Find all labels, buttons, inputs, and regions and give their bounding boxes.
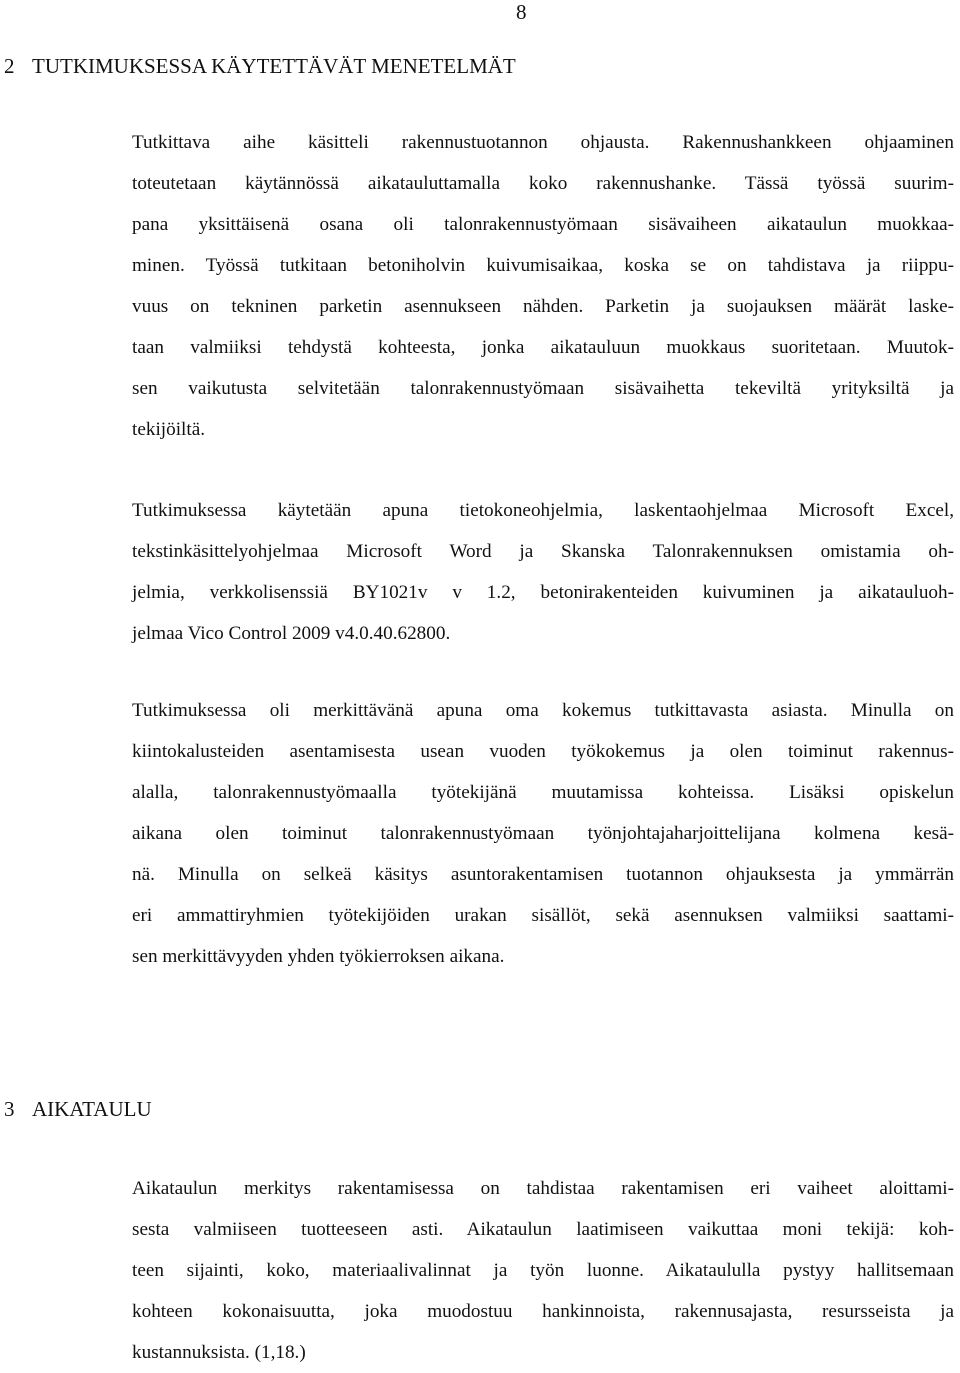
section-heading-2 xyxy=(4,53,516,79)
text-line: teen sijainti, koko, materiaalivalinnat ja työn luonne. Aikataululla pystyy hallitsemaan xyxy=(132,1260,954,1281)
text-line: kohteen kokonaisuutta, joka muodostuu hankinnoista, rakennusajasta, resursseista ja xyxy=(132,1301,954,1322)
text-line: sen vaikutusta selvitetään talonrakennustyömaan sisävaihetta tekeviltä yrityksiltä ja xyxy=(132,378,954,399)
section-title: TUTKIMUKSESSA KÄYTETTÄVÄT MENETELMÄT xyxy=(32,54,516,78)
page-number: 8 xyxy=(516,0,527,24)
text-line: eri ammattiryhmien työtekijöiden urakan sisällöt, sekä asennuksen valmiiksi saattami- xyxy=(132,905,954,926)
text-line: toteutetaan käytännössä aikatauluttamalla koko rakennushanke. Tässä työssä suurim- xyxy=(132,173,954,194)
text-line: Tutkittava aihe käsitteli rakennustuotannon ohjausta. Rakennushankkeen ohjaaminen xyxy=(132,132,954,153)
text-line: Aikataulun merkitys rakentamisessa on tahdistaa rakentamisen eri vaiheet aloittami- xyxy=(132,1178,954,1199)
text-line: pana yksittäisenä osana oli talonrakennustyömaan sisävaiheen aikataulun muokkaa- xyxy=(132,214,954,235)
text-line: taan valmiiksi tehdystä kohteesta, jonka aikatauluun muokkaus suoritetaan. Muutok- xyxy=(132,337,954,358)
paragraph xyxy=(132,122,954,450)
text-line: aikana olen toiminut talonrakennustyömaan työnjohtajaharjoittelijana kolmena kesä- xyxy=(132,823,954,844)
text-line: kustannuksista. (1,18.) xyxy=(132,1342,306,1363)
text-line: jelmaa Vico Control 2009 v4.0.40.62800. xyxy=(132,623,451,644)
text-line: minen. Työssä tutkitaan betoniholvin kuivumisaikaa, koska se on tahdistava ja riippu- xyxy=(132,255,954,276)
text-line: Tutkimuksessa käytetään apuna tietokoneohjelmia, laskentaohjelmaa Microsoft Excel, xyxy=(132,500,954,521)
text-line: sen merkittävyyden yhden työkierroksen aikana. xyxy=(132,946,505,967)
section-heading-3 xyxy=(4,1096,152,1122)
text-line: tekijöiltä. xyxy=(132,419,206,440)
text-line: jelmia, verkkolisenssiä BY1021v v 1.2, betonirakenteiden kuivuminen ja aikatauluoh- xyxy=(132,582,954,603)
text-line: vuus on tekninen parketin asennukseen nähden. Parketin ja suojauksen määrät laske- xyxy=(132,296,954,317)
text-line: sesta valmiiseen tuotteeseen asti. Aikataulun laatimiseen vaikuttaa moni tekijä: koh- xyxy=(132,1219,954,1240)
text-line: Tutkimuksessa oli merkittävänä apuna oma kokemus tutkittavasta asiasta. Minulla on xyxy=(132,700,954,721)
text-line: alalla, talonrakennustyömaalla työtekijänä muutamissa kohteissa. Lisäksi opiskelun xyxy=(132,782,954,803)
paragraph xyxy=(132,1168,954,1373)
section-title: AIKATAULU xyxy=(32,1097,152,1121)
text-line: tekstinkäsittelyohjelmaa Microsoft Word ja Skanska Talonrakennuksen omistamia oh- xyxy=(132,541,954,562)
text-line: nä. Minulla on selkeä käsitys asuntorakentamisen tuotannon ohjauksesta ja ymmärrän xyxy=(132,864,954,885)
paragraph xyxy=(132,490,954,654)
text-line: kiintokalusteiden asentamisesta usean vuoden työkokemus ja olen toiminut rakennus- xyxy=(132,741,954,762)
paragraph xyxy=(132,690,954,977)
section-number: 3 xyxy=(4,1097,15,1121)
section-number: 2 xyxy=(4,54,15,78)
